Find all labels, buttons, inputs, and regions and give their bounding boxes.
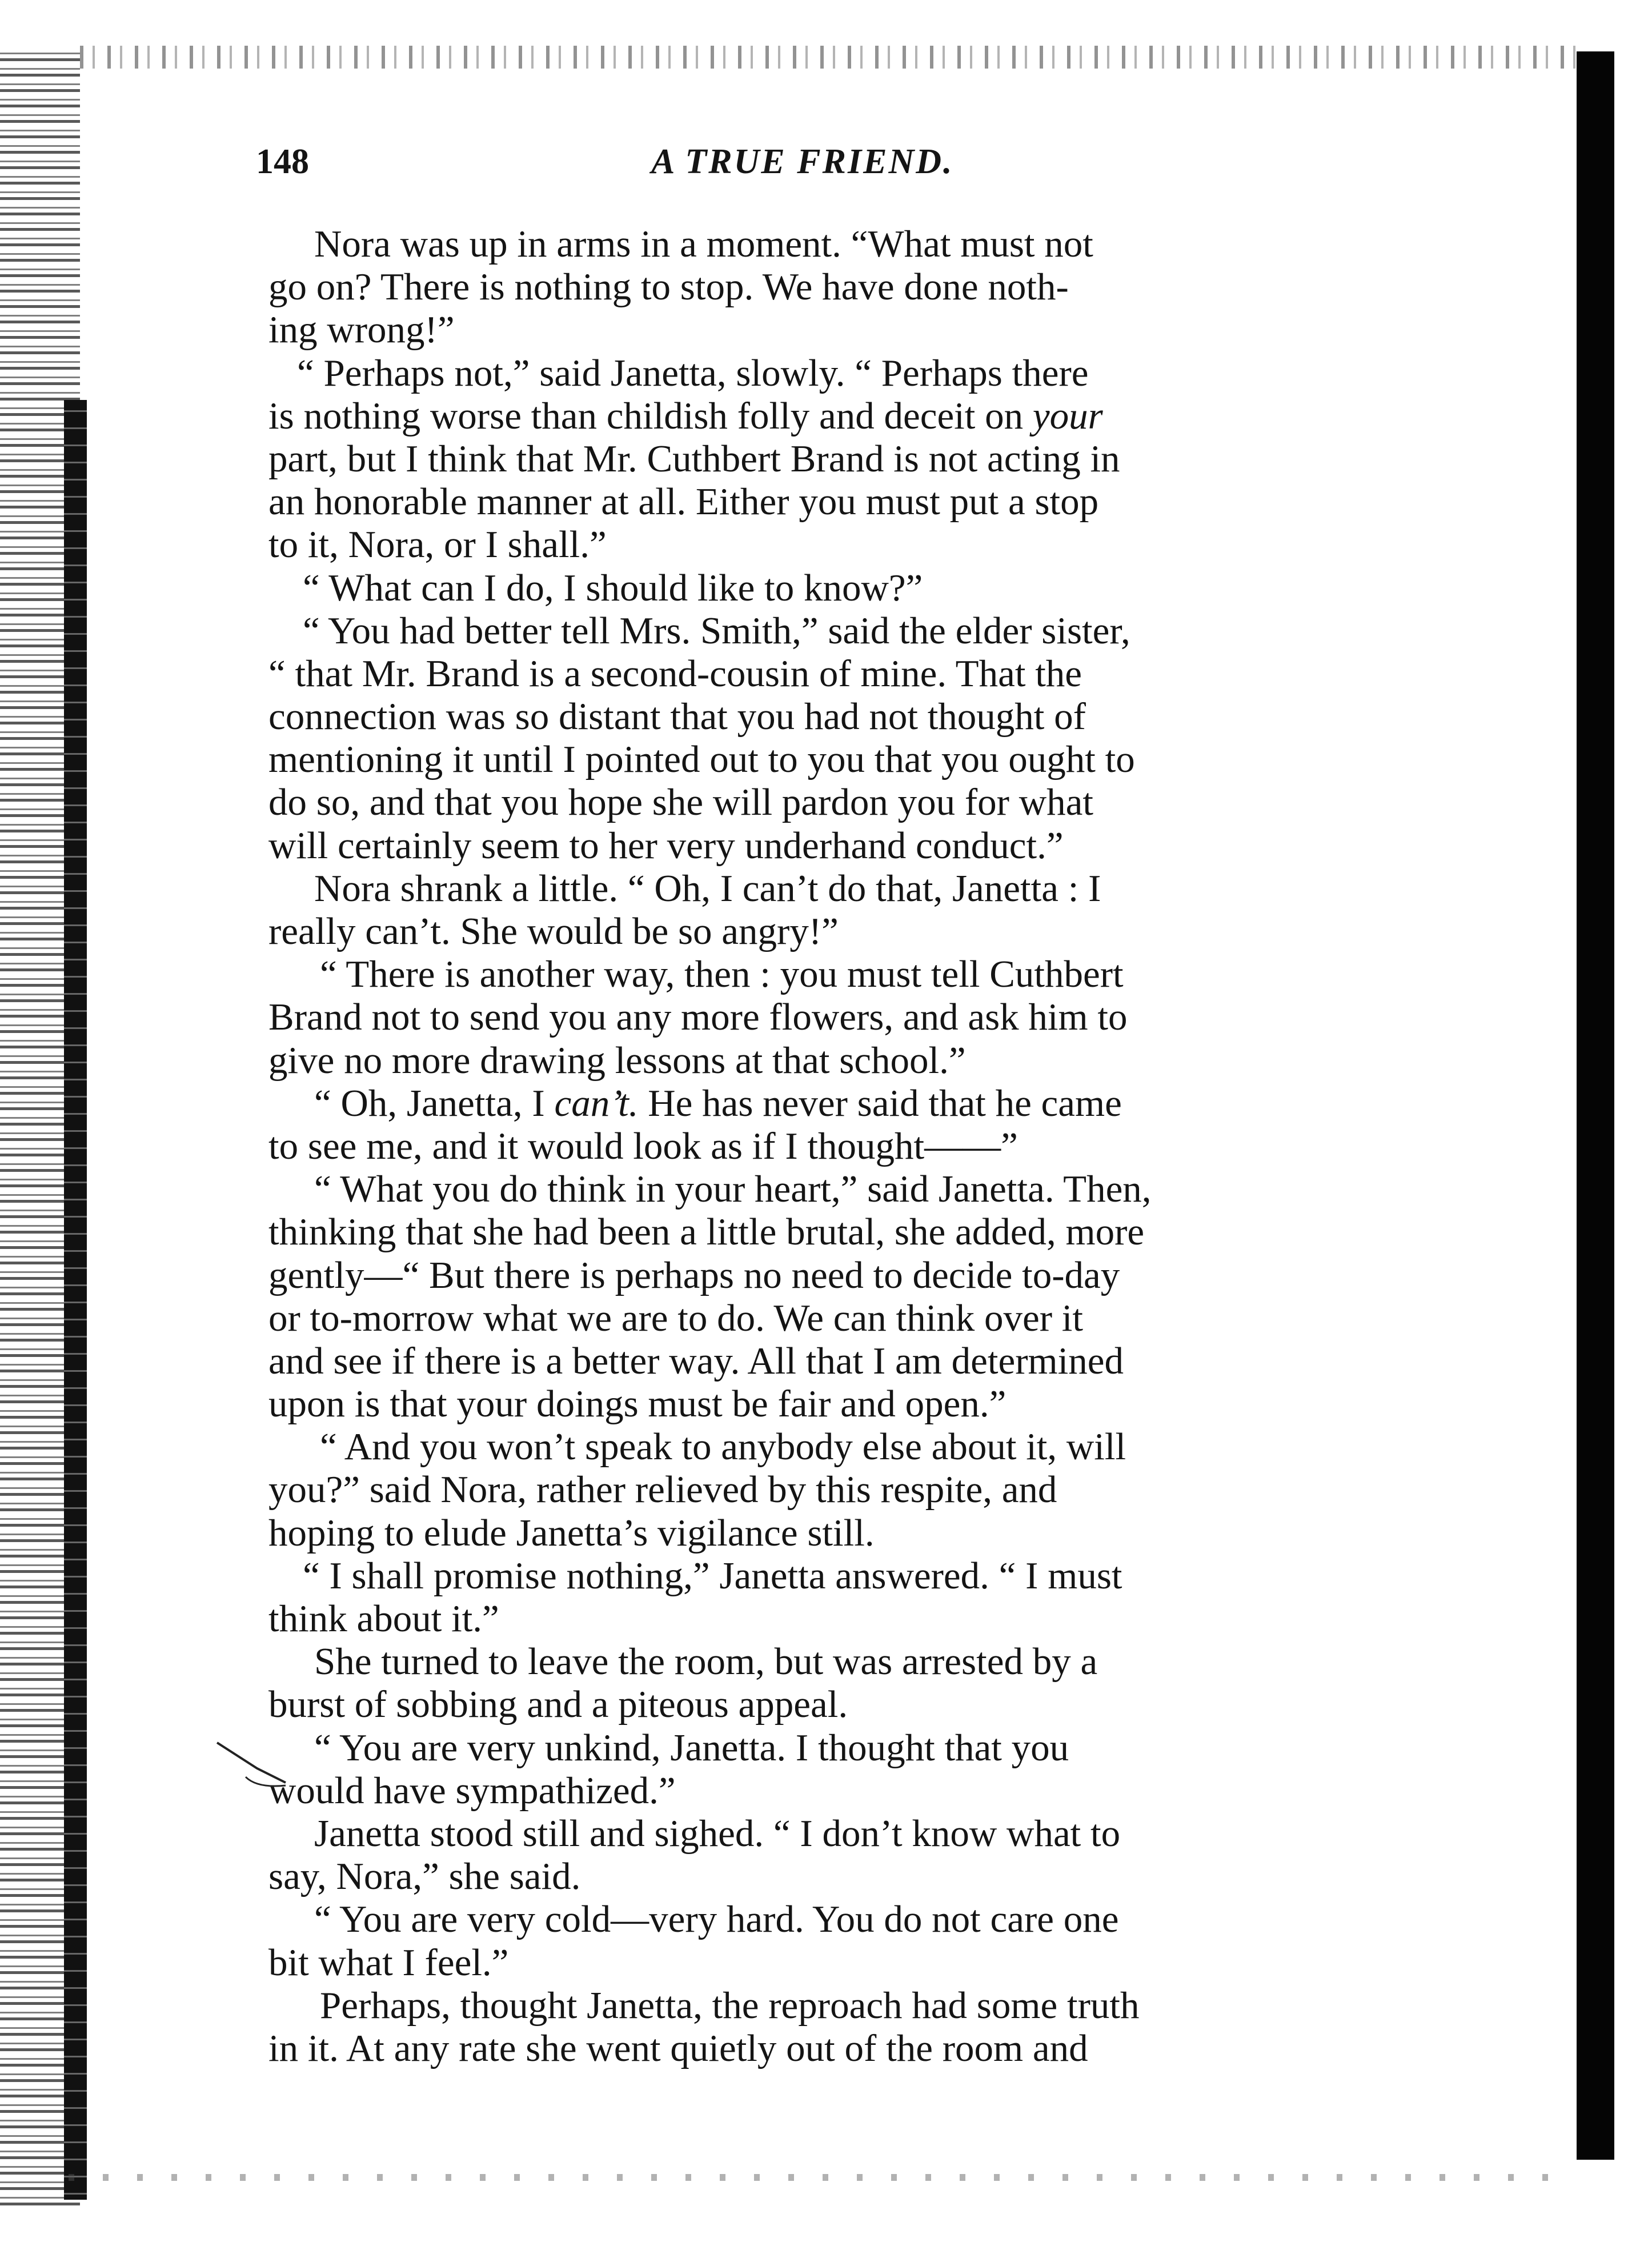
text-line-content: She turned to leave the room, but was arrested by a (314, 1640, 1098, 1683)
text-line (268, 1383, 1440, 1426)
text-line (268, 695, 1440, 738)
text-line-content: connection was so distant that you had not thought of (268, 695, 1086, 738)
text-line (268, 652, 1440, 695)
text-line (268, 996, 1440, 1039)
text-line-content: is nothing worse than childish folly and deceit on (268, 394, 1033, 437)
body-text (268, 223, 1440, 2070)
text-line-content: will certainly seem to her very underhand conduct.” (268, 824, 1064, 867)
text-line-content: go on? There is nothing to stop. We have done noth- (268, 266, 1069, 309)
text-line-content: “ You had better tell Mrs. Smith,” said the elder sister, (303, 609, 1130, 652)
text-line (268, 1297, 1440, 1340)
text-line (268, 1598, 1440, 1640)
text-line-content: an honorable manner at all. Either you must put a stop (268, 481, 1099, 523)
page-number: 148 (256, 142, 309, 181)
text-line-content: burst of sobbing and a piteous appeal. (268, 1683, 848, 1726)
text-line-content: and see if there is a better way. All that I am determined (268, 1339, 1124, 1382)
running-title: A TRUE FRIEND. (651, 142, 954, 181)
text-line (268, 1340, 1440, 1383)
text-line-content: “ What you do think in your heart,” said Janetta. Then, (314, 1168, 1152, 1211)
scan-noise-top (80, 46, 1588, 69)
text-line-content: thinking that she had been a little brutal, she added, more (268, 1211, 1145, 1254)
text-line (268, 523, 1440, 566)
italic-word: your (1032, 394, 1103, 437)
text-line (268, 1769, 1440, 1812)
text-line-content: in it. At any rate she went quietly out of the room and (268, 2027, 1088, 2069)
text-line (268, 1898, 1440, 1941)
text-line-content: Nora shrank a little. “ Oh, I can’t do that, Janetta : I (314, 867, 1101, 910)
text-line (268, 481, 1440, 523)
text-line (268, 824, 1440, 867)
text-line-content: Brand not to send you any more flowers, and ask him to (268, 996, 1128, 1039)
text-line (268, 1125, 1440, 1168)
text-line (268, 1683, 1440, 1726)
text-line-content: bit what I feel.” (268, 1941, 509, 1984)
text-line-content: give no more drawing lessons at that school.” (268, 1039, 966, 1082)
text-line (268, 1512, 1440, 1555)
text-line (268, 309, 1440, 351)
text-line-continuation: He has never said that he came (638, 1082, 1122, 1124)
text-line (268, 1082, 1440, 1125)
text-line (268, 1468, 1440, 1511)
text-line (268, 1555, 1440, 1598)
text-line-content: “ You are very cold—very hard. You do not care one (314, 1898, 1119, 1941)
text-line-content: “ Oh, Janetta, I (314, 1082, 555, 1124)
text-line-content: “ I shall promise nothing,” Janetta answered. “ I must (303, 1554, 1122, 1597)
text-line-content: “ Perhaps not,” said Janetta, slowly. “ Perhaps there (297, 351, 1089, 394)
text-line (268, 1941, 1440, 1984)
text-line-content: hoping to elude Janetta’s vigilance still. (268, 1511, 875, 1554)
text-line-content: Janetta stood still and sighed. “ I don’t know what to (314, 1812, 1121, 1855)
text-line-content: “ that Mr. Brand is a second-cousin of mine. That the (268, 652, 1082, 695)
text-line (268, 1640, 1440, 1683)
text-line (268, 352, 1440, 395)
text-line-content: “ You are very unkind, Janetta. I thought that you (314, 1726, 1069, 1769)
text-line (268, 1039, 1440, 1082)
page-header (256, 142, 1044, 193)
text-line (268, 1984, 1440, 2027)
text-line (268, 395, 1440, 438)
text-line-content: really can’t. She would be so angry!” (268, 910, 839, 952)
text-line-content: ing wrong!” (268, 309, 455, 351)
text-line (268, 738, 1440, 781)
text-line (268, 1812, 1440, 1855)
text-line (268, 1254, 1440, 1297)
text-line (268, 438, 1440, 481)
text-line (268, 2027, 1440, 2070)
text-line-content: “ There is another way, then : you must tell Cuthbert (320, 953, 1124, 996)
text-line-content: or to-morrow what we are to do. We can think over it (268, 1296, 1084, 1339)
italic-word: can’t. (554, 1082, 639, 1124)
scan-noise-bottom (69, 2174, 1554, 2181)
text-line (268, 1211, 1440, 1254)
text-line (268, 266, 1440, 309)
text-line-content: to it, Nora, or I shall.” (268, 523, 607, 566)
text-line-content: think about it.” (268, 1598, 499, 1640)
text-line-content: Perhaps, thought Janetta, the reproach had some truth (320, 1984, 1140, 2027)
pencil-mark-icon (211, 1731, 291, 1811)
text-line-content: “ What can I do, I should like to know?” (303, 566, 923, 609)
text-line-content: “ And you won’t speak to anybody else about it, will (320, 1426, 1126, 1468)
text-line (268, 1727, 1440, 1769)
text-line-content: gently—“ But there is perhaps no need to decide to-day (268, 1254, 1120, 1296)
scan-binding-shadow (64, 400, 87, 2200)
text-line (268, 781, 1440, 824)
text-line (268, 223, 1440, 266)
text-line (268, 1855, 1440, 1898)
text-line-content: part, but I think that Mr. Cuthbert Brand is not acting in (268, 437, 1120, 480)
scan-edge-right (1577, 51, 1614, 2160)
text-line (268, 910, 1440, 953)
text-line (268, 867, 1440, 910)
text-line-content: Nora was up in arms in a moment. “What must not (314, 223, 1093, 265)
text-line-content: do so, and that you hope she will pardon you for what (268, 781, 1093, 824)
text-line-content: would have sympathized.” (268, 1769, 676, 1812)
text-line-content: mentioning it until I pointed out to you that you ought to (268, 738, 1135, 781)
text-line (268, 953, 1440, 996)
text-line (268, 1426, 1440, 1468)
text-line-content: to see me, and it would look as if I thought——” (268, 1124, 1018, 1167)
text-line (268, 1168, 1440, 1211)
text-line-content: upon is that your doings must be fair and open.” (268, 1383, 1007, 1426)
text-line (268, 610, 1440, 652)
text-line-content: you?” said Nora, rather relieved by this respite, and (268, 1468, 1057, 1511)
text-line (268, 567, 1440, 610)
text-line-content: say, Nora,” she said. (268, 1855, 581, 1898)
